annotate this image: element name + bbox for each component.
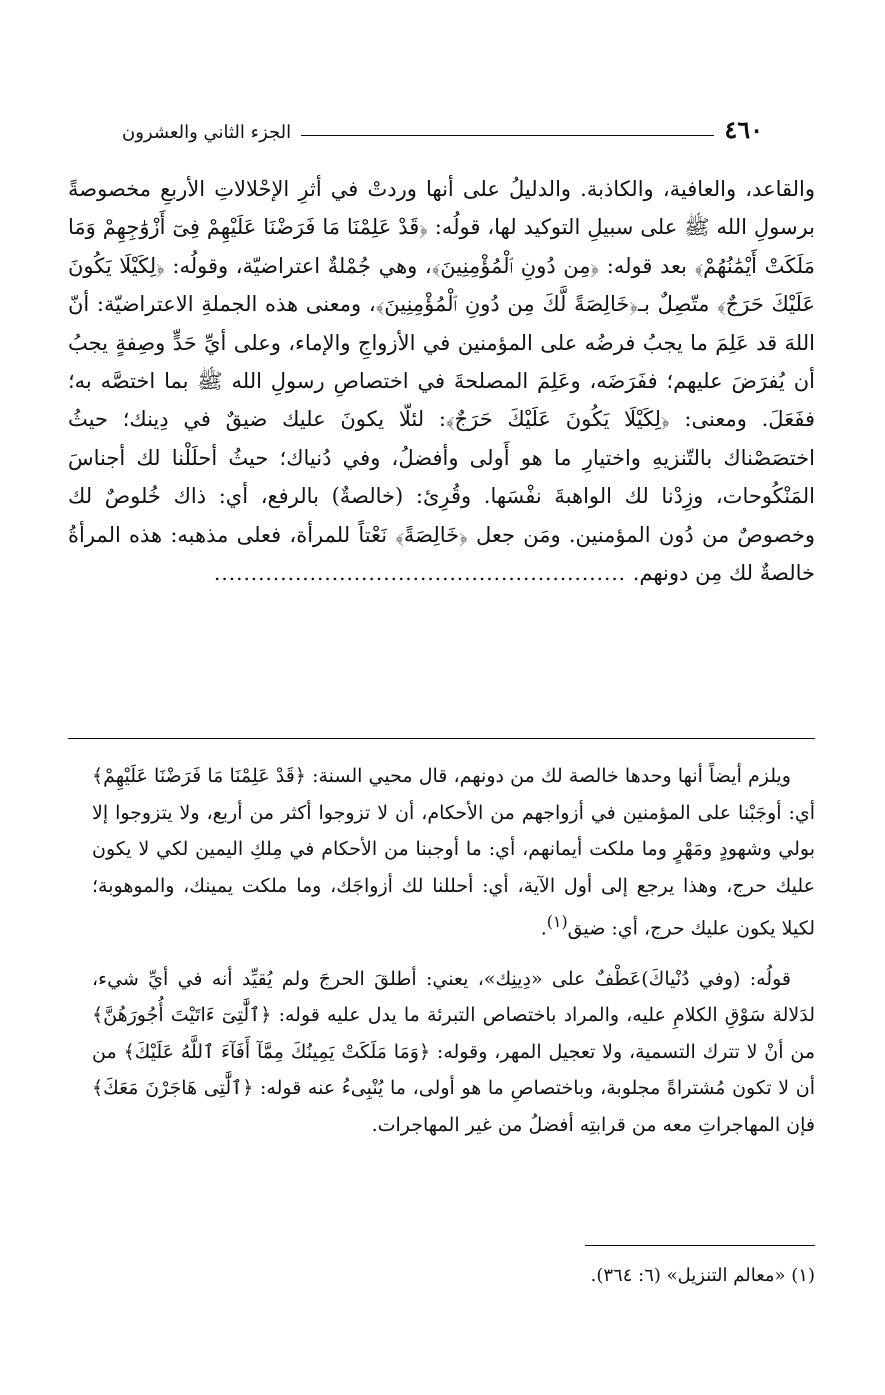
header-rule [301,135,714,136]
footnote-rule [585,1245,815,1246]
main-paragraph [68,170,815,592]
footnote-text: (١) «معالم التنزيل» (٦: ٣٦٤). [590,1265,815,1286]
footnote [92,1262,815,1290]
commentary-paragraph-1-text: ويلزم أيضاً أنها وحدها خالصة لك من دونهم، قال محيي السنة: ﴿قَدْ عَلِمْنَا مَا فَرَضْنَا عَلَيْهِمْ﴾ أي: أوجَبْنا على المؤمنين في أزواجهم من الأحكام، أن لا تزوجوا أكثر من أربع، ولا يتزوجوا إلا بولي وشهودٍ ومَهْرٍ وما ملكت أيمانهم، أي: ما أوجبنا من الأحكام في مِلكِ اليمين لكي لا يكون عليك حرج، وهذا يرجع إلى أول الآية، أي: أحللنا لك أزواجَك، وما ملكت يمينك، والموهوبة؛ لكيلا يكون عليك حرج، أي: ضيق [92,765,815,940]
footnote-marker[interactable]: (١) [546,912,568,931]
text-separator [68,738,815,739]
main-text [68,170,815,592]
commentary-paragraph-1 [92,758,815,947]
page-number: ٤٦٠ [724,115,763,144]
main-paragraph-text: والقاعد، والعافية، والكاذبة. والدليلُ على أنها وردتْ في أثرِ الإحْلالاتِ الأربعِ مخصوصةً برسولِ الله ﷺ على سبيلِ التوكيد لها، قولُه: ﴿قَدْ عَلِمْنَا مَا فَرَضْنَا عَلَيْهِمْ فِىٓ أَزْوَٰجِهِمْ وَمَا مَلَكَتْ أَيْمَٰنُهُمْ﴾ بعد قوله: ﴿مِن دُونِ ٱلْمُؤْمِنِينَ﴾، وهي جُمْلةٌ اعتراضيّة، وقولُه: ﴿لِكَيْلَا يَكُونَ عَلَيْكَ حَرَجٌ﴾ متّصِلٌ بـ﴿خَالِصَةً لَّكَ مِن دُونِ ٱلْمُؤْمِنِينَ﴾، ومعنى هذه الجملةِ الاعتراضيّة: أنّ اللهَ قد عَلِمَ ما يجبُ فرضُه على المؤمنين في الأزواجِ والإماء، وعلى أيِّ حَدٍّ وصِفةٍ يجبُ أن يُفرَضَ عليهم؛ ففَرَضَه، وعَلِمَ المصلحةَ في اختصاصِ رسولِ الله ﷺ بما اختصَّه به؛ ففَعَلَ. ومعنى: ﴿لِكَيْلَا يَكُونَ عَلَيْكَ حَرَجٌ﴾: لئلّا يكونَ عليك ضيقٌ في دِينك؛ حيثُ اختصَصْناك بالتّنزيهِ واختيارِ ما هو أَولى وأفضلُ، وفي دُنياك؛ حيثُ أحلَلْنا لك أجناسَ المَنْكُوحات، وزِدْنا لك الواهبةَ نفْسَها. وقُرِئ: (خالصةٌ) بالرفع، أي: ذاك خُلوصٌ لك وخصوصٌ من دُون المؤمنين. ومَن جعل ﴿خَالِصَةً﴾ نَعْتاً للمرأة، فعلى مذهبه: هذه المرأةُ خالصةٌ لك مِن دونهم. [68,177,815,586]
running-header [122,112,763,142]
commentary-paragraph-2 [92,961,815,1144]
continuation-dots: ........................................................ [214,561,627,586]
commentary-paragraph-2-text: قولُه: (وفي دُنْياكَ)عَطْفٌ على «دِينِك»، يعني: أطلقَ الحرجَ ولم يُقيِّد أنه في أيِّ شيء، لدَلالة سَوْقِ الكلامِ عليه، والمراد باختصاص التبرئة ما يدل عليه قوله: ﴿ٱلَّٰتِىٓ ءَاتَيْتَ أُجُورَهُنَّ﴾ من أنْ لا تترك التسمية، ولا تعجيل المهر، وقوله: ﴿وَمَا مَلَكَتْ يَمِينُكَ مِمَّآ أَفَآءَ ٱللَّهُ عَلَيْكَ﴾ من أن لا تكون مُشتراةً مجلوبة، وباختصاصِ ما هو أولى، ما يُنْبِىءُ عنه قوله: ﴿ٱلَّٰتِى هَاجَرْنَ مَعَكَ﴾ فإن المهاجراتِ معه من قرابتِه أفضلُ من غير المهاجرات. [92,967,815,1136]
commentary [92,758,815,1143]
commentary-paragraph-1-end: . [540,917,547,940]
running-title: الجزء الثاني والعشرون [122,122,292,143]
